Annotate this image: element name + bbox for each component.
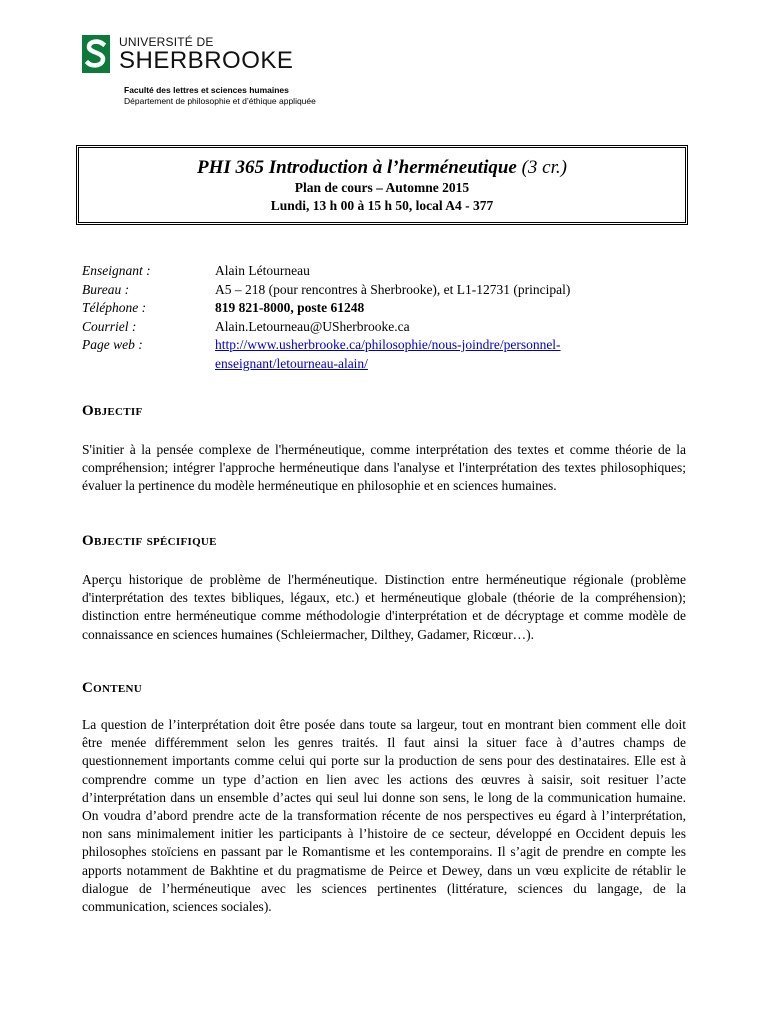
web-link-line2[interactable]: enseignant/letourneau-alain/ (215, 355, 368, 371)
info-row-office (82, 281, 645, 300)
department-name: Département de philosophie et d’éthique appliquée (124, 96, 316, 106)
course-title-box (76, 145, 688, 225)
web-link[interactable] (215, 336, 645, 373)
objectif-specifique-paragraph: Aperçu historique de problème de l'herméneutique. Distinction entre herméneutique régionale (problème d'interprétation des textes bibliques, légaux, etc.) et herméneutique globale (théorie de la compréhension); distinction entre herméneutique comme méthodologie d'interprétation et de décryptage et comme modèle de connaissance en sciences humaines (Schleiermacher, Dilthey, Gadamer, Ricœur…). (82, 572, 686, 642)
info-row-phone (82, 299, 645, 318)
phone-value: 819 821-8000, poste 61248 (215, 300, 365, 315)
university-logo (82, 34, 293, 74)
faculty-name: Faculté des lettres et sciences humaines (124, 85, 289, 95)
web-link-line1[interactable]: http://www.usherbrooke.ca/philosophie/nous-joindre/personnel- (215, 337, 561, 352)
info-row-web (82, 336, 645, 373)
faculty-block (124, 85, 316, 107)
contact-info (82, 262, 645, 373)
office-label: Bureau : (82, 281, 130, 297)
contenu-paragraph: La question de l’interprétation doit être posée dans toute sa largeur, tout en montrant bien comment elle doit être menée différemment selon les genres traités. Il faut ainsi la situer face à d’autres champs de questionnement importants comme celui qui porte sur la production de sens pour des destinataires. Elle est à comprendre comme un type d’action en lien avec les actions des œuvres à saisir, soit resituer l’acte d’interprétation dans un ensemble d’actes qui seul lui donne son sens, le long de la communication humaine. On voudra d’abord prendre acte de la transformation récente de nos perspectives eu égard à l’interprétation, non sans minimalement initier les participants à l’histoire de ce secteur, développé en Occident depuis les philosophes stoïciens en passant par le Romantisme et les contemporains. Il s’agit de prendre en compte les apports notamment de Bakhtine et du pragmatisme de Peirce et Dewey, dans un vœu explicite de rétablir le dialogue de l’herméneutique avec les sciences pertinentes (littérature, sciences du langage, de la communication, sciences sociales). (82, 717, 686, 915)
objectif-paragraph: S'initier à la pensée complexe de l'herméneutique, comme interprétation des textes et comme théorie de la compréhension; intégrer l'approche herméneutique dans l'analyse et l'interprétation des textes philosophiques; évaluer la pertinence du modèle herméneutique en philosophie et en sciences humaines. (82, 442, 686, 494)
logo-line-universite: UNIVERSITÉ DE (119, 34, 214, 49)
logo-line-sherbrooke: SHERBROOKE (119, 46, 294, 74)
email-value: Alain.Letourneau@USherbrooke.ca (215, 318, 410, 334)
objectif-heading: Objectif (82, 403, 143, 419)
web-label: Page web : (82, 337, 143, 352)
teacher-label: Enseignant : (82, 263, 151, 278)
course-title (79, 157, 685, 179)
contenu-heading: Contenu (82, 680, 142, 696)
course-title-text: PHI 365 Introduction à l’herméneutique (196, 157, 517, 178)
sherbrooke-emblem-icon (82, 35, 110, 73)
course-schedule: Lundi, 13 h 00 à 15 h 50, local A4 - 377 (270, 198, 494, 213)
email-label: Courriel : (82, 318, 137, 334)
course-plan: Plan de cours – Automne 2015 (294, 180, 470, 195)
office-value: A5 – 218 (pour rencontres à Sherbrooke), et L1-12731 (principal) (215, 281, 571, 297)
objectif-specifique-heading: Objectif spécifique (82, 533, 217, 549)
phone-label: Téléphone : (82, 300, 147, 315)
course-credits: (3 cr.) (521, 157, 567, 178)
info-row-teacher (82, 262, 645, 281)
info-row-email (82, 318, 645, 337)
teacher-value: Alain Létourneau (215, 263, 310, 278)
